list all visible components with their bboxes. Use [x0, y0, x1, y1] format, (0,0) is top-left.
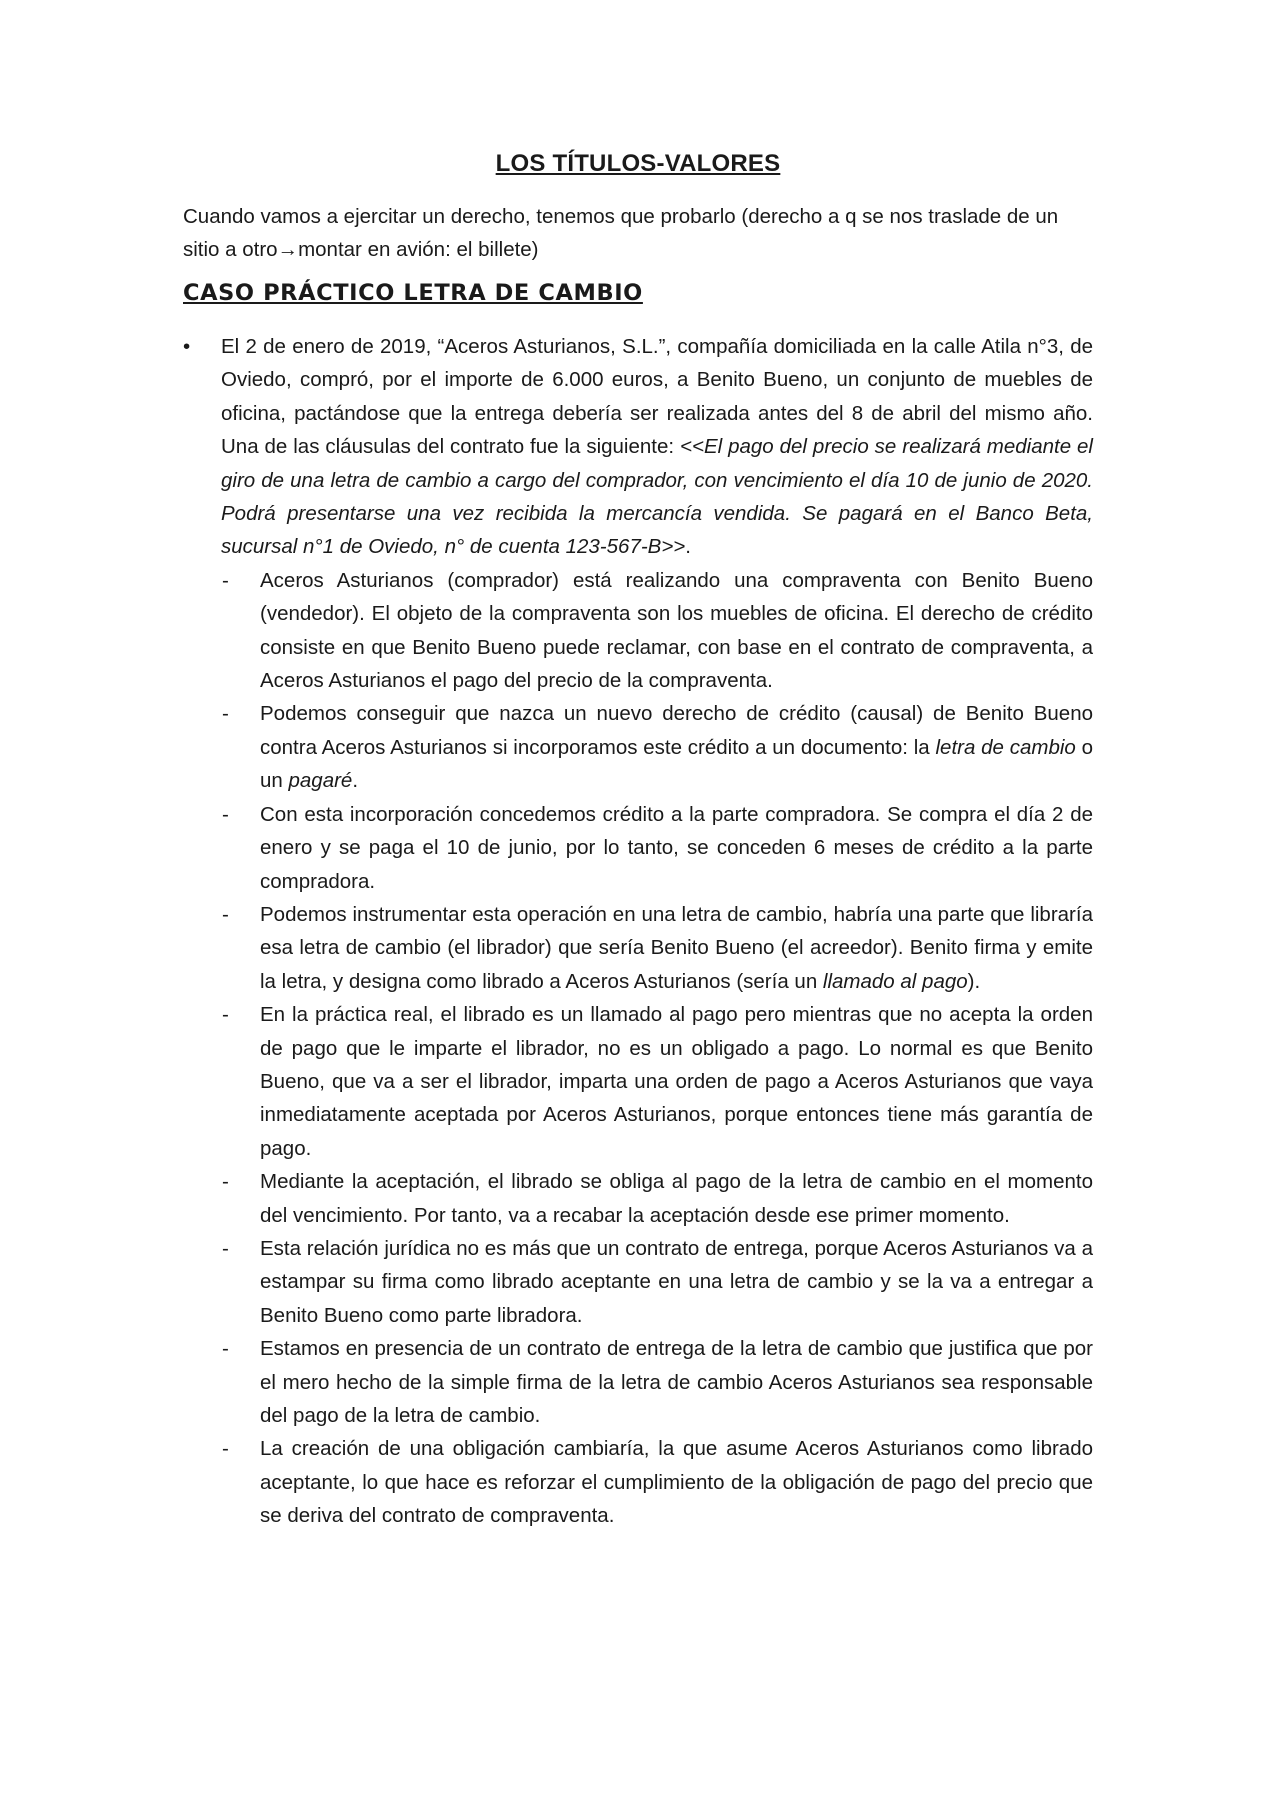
list-item-text: Aceros Asturianos (comprador) está realizando una compraventa con Benito Bueno (vendedor). El objeto de la compraventa son los muebles de oficina. El derecho de crédito consiste en que Benito Bueno puede reclamar, con base en el contrato de compraventa, a Aceros Asturianos el pago del precio de la compraventa.	[260, 568, 1093, 693]
bullet-item	[183, 330, 1093, 564]
arrow-right-icon: →	[277, 238, 299, 261]
list-item-text: Podemos conseguir que nazca un nuevo derecho de crédito (causal) de Benito Bueno contra Aceros Asturianos si incorporamos este crédito a un documento: la	[260, 702, 1093, 759]
dash-marker: -	[222, 568, 229, 592]
case-statement-end: .	[685, 535, 691, 559]
dash-marker: -	[222, 1437, 229, 1461]
dash-marker: -	[222, 1003, 229, 1027]
dash-marker: -	[222, 702, 229, 726]
intro-text: Cuando vamos a ejercitar un derecho, tenemos que probarlo (derecho a q se nos traslade de un sitio a otro	[183, 205, 1059, 261]
list-item-text: Con esta incorporación concedemos crédito a la parte compradora. Se compra el día 2 de enero y se paga el 10 de junio, por lo tanto, se conceden 6 meses de crédito a la parte compradora.	[260, 802, 1093, 893]
list-item-emphasis: llamado al pago	[822, 969, 968, 993]
list-item-text: Podemos instrumentar esta operación en una letra de cambio, habría una parte que libraría esa letra de cambio (el librador) que sería Benito Bueno (el acreedor). Benito firma y emite la letra, y designa como librado a Aceros Asturianos (sería un	[260, 902, 1093, 993]
dash-marker: -	[222, 1337, 229, 1361]
list-item	[222, 1232, 1093, 1332]
bullet-text	[221, 330, 1093, 564]
dash-marker: -	[222, 1170, 229, 1194]
list-item	[222, 1332, 1093, 1432]
document-content	[183, 150, 1093, 1533]
intro-text-end: montar en avión: el billete)	[298, 238, 539, 261]
list-item	[222, 998, 1093, 1165]
contract-clause: <<El pago del precio se realizará mediante el giro de una letra de cambio a cargo del comprador, con vencimiento el día 10 de junio de 2020. Podrá presentarse una vez recibida la mercancía vendida. Se pagará en el Banco Beta, sucursal n°1 de Oviedo, n° de cuenta 123-567-B>>	[221, 435, 1093, 559]
list-item-text: En la práctica real, el librado es un llamado al pago pero mientras que no acepta la orden de pago que le imparte el librador, no es un obligado a pago. Lo normal es que Benito Bueno, que va a ser el librador, imparta una orden de pago a Aceros Asturianos que vaya inmediatamente aceptada por Aceros Asturianos, porque entonces tiene más garantía de pago.	[260, 1003, 1093, 1160]
list-item-text: Estamos en presencia de un contrato de entrega de la letra de cambio que justifica que por el mero hecho de la simple firma de la letra de cambio Aceros Asturianos sea responsable del pago de la letra de cambio.	[260, 1337, 1093, 1427]
case-statement: El 2 de enero de 2019, “Aceros Asturianos, S.L.”, compañía domiciliada en la calle Atila n°3, de Oviedo, compró, por el importe de 6.000 euros, a Benito Bueno, un conjunto de muebles de oficina, pactándose que la entrega debería ser realizada antes del 8 de abril del mismo año. Una de las cláusulas del contrato fue la siguiente:	[221, 335, 1093, 459]
list-item	[222, 798, 1093, 898]
list-item-text: o un	[260, 735, 1093, 793]
list-item-text: La creación de una obligación cambiaría, la que asume Aceros Asturianos como librado aceptante, lo que hace es reforzar el cumplimiento de la obligación de pago del precio que se deriva del contrato de compraventa.	[260, 1437, 1093, 1528]
sub-list	[183, 564, 1093, 1533]
bullet-icon: •	[183, 335, 191, 358]
list-item-emphasis: pagaré	[288, 769, 353, 793]
list-item-text: Esta relación jurídica no es más que un contrato de entrega, porque Aceros Asturianos va a estampar su firma como librado aceptante en una letra de cambio y se la va a entregar a Benito Bueno como parte libradora.	[260, 1236, 1093, 1327]
list-item	[222, 1432, 1093, 1532]
dash-marker: -	[222, 802, 229, 826]
list-item	[222, 898, 1093, 998]
dash-marker: -	[222, 1236, 229, 1260]
list-item	[222, 564, 1093, 698]
list-item-text: .	[352, 769, 359, 793]
list-item-text: ).	[967, 969, 981, 993]
dash-marker: -	[222, 902, 229, 926]
section-title: CASO PRÁCTICO LETRA DE CAMBIO	[183, 280, 643, 306]
list-item	[222, 697, 1093, 797]
page-title: LOS TÍTULOS-VALORES	[495, 150, 781, 177]
list-item-text: Mediante la aceptación, el librado se obliga al pago de la letra de cambio en el momento del vencimiento. Por tanto, va a recabar la aceptación desde ese primer momento.	[260, 1170, 1093, 1227]
list-item-emphasis: letra de cambio	[935, 735, 1076, 759]
intro-paragraph	[183, 200, 1093, 266]
list-item	[222, 1165, 1093, 1232]
